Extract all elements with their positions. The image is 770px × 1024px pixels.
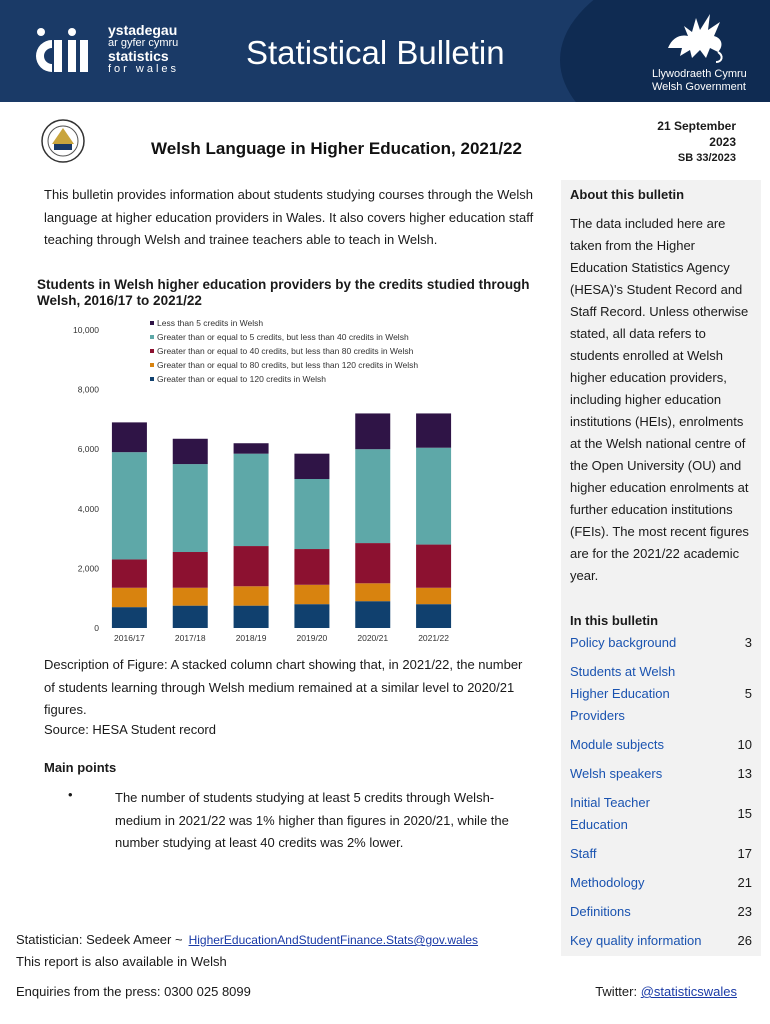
legend-swatch <box>150 363 154 367</box>
bulletin-number: SB 33/2023 <box>677 152 736 164</box>
toc-page: 17 <box>737 846 752 861</box>
x-tick-label: 2016/17 <box>114 633 145 643</box>
y-tick-label: 6,000 <box>77 444 99 455</box>
publication-info <box>657 118 736 166</box>
toc-item-definitions[interactable] <box>570 901 752 923</box>
bar-segment <box>294 479 329 549</box>
legend-label: Less than 5 credits in Welsh <box>157 318 264 328</box>
bar-segment <box>416 413 451 447</box>
x-tick-label: 2019/20 <box>296 633 328 643</box>
header-banner <box>0 0 770 102</box>
figure-source: Source: HESA Student record <box>44 722 216 737</box>
toc-page: 5 <box>744 686 752 701</box>
toc-page: 13 <box>737 766 752 781</box>
statistician-line <box>16 932 478 947</box>
toc-page: 23 <box>737 904 752 919</box>
bar-segment <box>234 606 269 628</box>
figure-description: Description of Figure: A stacked column chart showing that, in 2021/22, the number of students learning through Welsh medium remained at a similar level to 2020/21 figures. <box>44 657 523 717</box>
logo-line: for wales <box>108 63 180 75</box>
bar-segment <box>112 559 147 587</box>
gov-line: Welsh Government <box>652 81 746 93</box>
bullet-marker: • <box>68 787 73 802</box>
welsh-availability-note: This report is also available in Welsh <box>16 954 227 969</box>
about-heading: About this bulletin <box>570 187 685 202</box>
x-tick-label: 2021/22 <box>418 633 449 643</box>
logo-line: ystadegau <box>108 22 178 38</box>
toc-link[interactable]: Module subjects <box>570 737 664 752</box>
toc-item-key-quality-information[interactable] <box>570 930 752 952</box>
toc-item-staff[interactable] <box>570 843 752 865</box>
toc-page: 15 <box>737 806 752 821</box>
legend-label: Greater than or equal to 80 credits, but less than 120 credits in Welsh <box>157 360 419 370</box>
toc-item-initial-teacher-education[interactable] <box>570 792 752 836</box>
y-tick-label: 2,000 <box>77 563 99 574</box>
toc-link[interactable]: Students at Welsh Higher Education Providers <box>570 664 676 723</box>
bar-segment <box>112 588 147 607</box>
x-tick-label: 2017/18 <box>174 633 206 643</box>
publication-date: 21 September <box>657 119 736 133</box>
twitter-label: Twitter: <box>595 984 638 999</box>
toc-page: 21 <box>737 875 752 890</box>
bar-segment <box>416 545 451 588</box>
bar-segment <box>355 543 390 583</box>
toc-link[interactable]: Definitions <box>570 904 631 919</box>
banner-title: Statistical Bulletin <box>246 34 505 71</box>
y-tick-label: 4,000 <box>77 503 99 514</box>
contact-email-link[interactable]: HigherEducationAndStudentFinance.Stats@gov.wales <box>188 933 479 947</box>
bar-segment <box>355 449 390 543</box>
legend-swatch <box>150 335 154 339</box>
page-title: Welsh Language in Higher Education, 2021/22 <box>151 139 522 158</box>
bar-segment <box>294 585 329 604</box>
press-enquiries: Enquiries from the press: 0300 025 8099 <box>16 984 251 999</box>
toc-page: 26 <box>737 933 752 948</box>
main-point-item: The number of students studying at least 5 credits through Welsh-medium in 2021/22 was 1% higher than figures in 2020/21, while the number studying at least 40 credits was 2% lower. <box>115 790 509 850</box>
statistician-name: Statistician: Sedeek Ameer ~ <box>16 932 183 947</box>
bar-segment <box>234 586 269 605</box>
toc-item-methodology[interactable] <box>570 872 752 894</box>
logo-line: ar gyfer cymru <box>108 37 179 49</box>
logo-line: statistics <box>108 48 169 64</box>
bar-segment <box>355 601 390 628</box>
legend-label: Greater than or equal to 5 credits, but less than 40 credits in Welsh <box>157 332 409 342</box>
y-tick-label: 8,000 <box>77 384 99 395</box>
bar-segment <box>355 413 390 449</box>
toc-page: 3 <box>744 635 752 650</box>
toc-page: 10 <box>737 737 752 752</box>
toc-link[interactable]: Initial Teacher Education <box>570 795 650 832</box>
about-text: The data included here are taken from the Higher Education Statistics Agency (HESA)'s Student Record and Staff Record. Unless otherwise stated, all data refers to students enrolled at Welsh higher education providers, including higher education institutions (HEIs), enrolments at the Welsh national centre of the Open University (OU) and higher education enrolments at further education institutions (FEIs). The most recent figures are for the 2021/22 academic year. <box>570 216 749 583</box>
bar-segment <box>173 552 208 588</box>
bar-segment <box>234 546 269 586</box>
welsh-government-wordmark <box>652 68 747 94</box>
twitter-line <box>595 984 737 999</box>
toc-item-welsh-speakers[interactable] <box>570 763 752 785</box>
bar-segment <box>294 549 329 585</box>
toc-link[interactable]: Staff <box>570 846 597 861</box>
x-tick-label: 2020/21 <box>357 633 389 643</box>
toc-item-students[interactable] <box>570 661 752 727</box>
main-points-heading: Main points <box>44 760 117 775</box>
legend-swatch <box>150 349 154 353</box>
bar-segment <box>294 604 329 628</box>
bar-segment <box>173 464 208 552</box>
bar-segment <box>416 588 451 604</box>
twitter-handle-link[interactable]: @statisticswales <box>640 984 737 999</box>
bar-segment <box>173 439 208 464</box>
x-tick-label: 2018/19 <box>235 633 267 643</box>
intro-paragraph: This bulletin provides information about students studying courses through the Welsh language at higher education providers in Wales. It also covers higher education staff teaching through Welsh and trainee teachers able to teach in Welsh. <box>44 187 534 247</box>
gov-line: Llywodraeth Cymru <box>652 68 747 80</box>
toc-link[interactable]: Policy background <box>570 635 677 650</box>
publication-year: 2023 <box>709 135 736 149</box>
toc-item-policy-background[interactable] <box>570 632 752 654</box>
national-statistics-seal-icon <box>40 118 86 164</box>
statistics-wales-logo-icon <box>22 26 100 76</box>
y-tick-label: 0 <box>94 623 99 633</box>
legend-swatch <box>150 377 154 381</box>
bar-segment <box>173 606 208 628</box>
bar-segment <box>416 448 451 545</box>
bar-segment <box>234 454 269 546</box>
toc-item-module-subjects[interactable] <box>570 734 752 756</box>
bar-segment <box>234 443 269 453</box>
bar-segment <box>112 422 147 452</box>
legend-swatch <box>150 321 154 325</box>
bar-segment <box>294 454 329 479</box>
statistics-wales-wordmark <box>108 24 179 76</box>
y-tick-label: 10,000 <box>73 325 99 335</box>
chart-title: Students in Welsh higher education providers by the credits studied through Welsh, 2016/17 to 2021/22 <box>37 277 530 308</box>
toc-heading: In this bulletin <box>570 613 659 628</box>
bar-segment <box>416 604 451 628</box>
toc-link[interactable]: Methodology <box>570 875 645 890</box>
legend-label: Greater than or equal to 40 credits, but less than 80 credits in Welsh <box>157 346 414 356</box>
bar-segment <box>112 452 147 559</box>
toc-link[interactable]: Welsh speakers <box>570 766 663 781</box>
toc-link[interactable]: Key quality information <box>570 933 702 948</box>
bar-segment <box>112 607 147 628</box>
legend-label: Greater than or equal to 120 credits in Welsh <box>157 374 326 384</box>
stacked-bar-chart <box>60 318 480 648</box>
bar-segment <box>173 588 208 606</box>
bar-segment <box>355 583 390 601</box>
sidebar <box>561 180 761 956</box>
welsh-dragon-icon <box>662 8 728 66</box>
